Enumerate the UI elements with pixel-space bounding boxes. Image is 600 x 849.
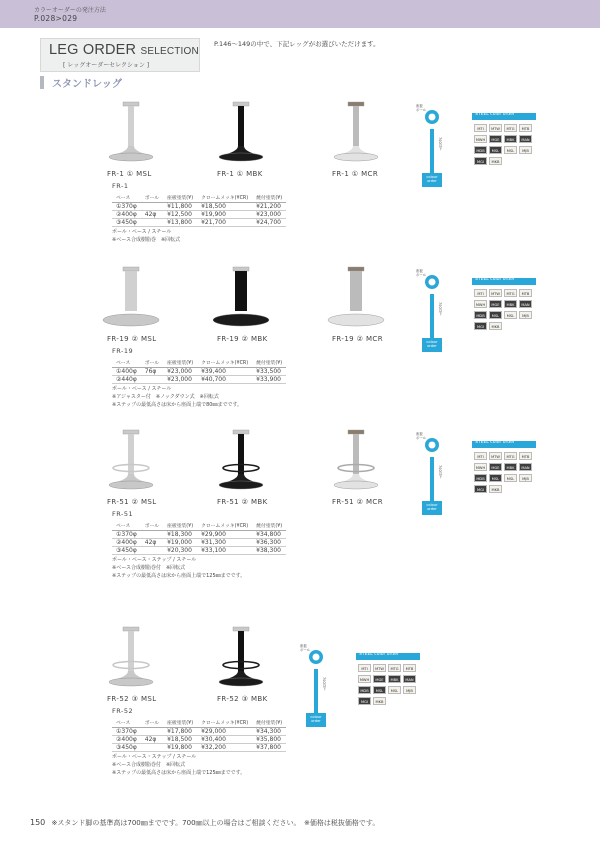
stool-part [334, 481, 378, 489]
color-chip: MTB [403, 664, 416, 672]
stool-part [238, 106, 244, 148]
diagram-shape [429, 279, 436, 286]
notes [112, 229, 286, 245]
header-bar [0, 0, 600, 28]
stool-mbk-image [205, 100, 277, 165]
color-chip: MSL [373, 686, 386, 694]
color-chip: MKB [489, 485, 502, 493]
color-chip: MGI [358, 697, 371, 705]
stool-part [125, 271, 137, 311]
table-row [112, 368, 286, 376]
diagram-shape [430, 457, 434, 501]
table-cell: ¥12,500 [163, 211, 197, 219]
table-cell: ¥39,400 [197, 368, 252, 376]
table-cell [141, 376, 163, 384]
color-chip: MSL [489, 311, 502, 319]
color-order-diagram [414, 105, 539, 199]
color-chip: MTW [489, 124, 502, 132]
table-header: クロームメッキ(¥CR) [197, 521, 252, 531]
price-table [112, 521, 286, 555]
table-row [112, 376, 286, 384]
note-line: ポール・ベース / スチール [112, 229, 172, 235]
table-cell: ¥33,500 [252, 368, 286, 376]
table-row [112, 203, 286, 211]
color-chip: MJB [519, 146, 532, 154]
table-cell: ¥29,900 [197, 531, 252, 539]
color-chip: MWH [474, 135, 487, 143]
stool-part [128, 631, 134, 673]
stool-part [233, 430, 249, 434]
table-header: ポール [141, 718, 163, 728]
table-header: ポール [141, 193, 163, 203]
title-main: LEG ORDER [49, 42, 137, 58]
table-row [112, 736, 286, 744]
stool-mbk-image [205, 428, 277, 493]
table-header: 焼付塗装(¥) [252, 358, 286, 368]
price-block [112, 510, 286, 580]
color-chip: MAN [519, 300, 532, 308]
stool-mcr-image [320, 265, 392, 330]
table-header: 座板塗装(¥) [163, 358, 197, 368]
table-header: 座板塗装(¥) [163, 193, 197, 203]
table-cell: ¥29,000 [197, 728, 252, 736]
diagram-height-label: 700以下 [438, 465, 442, 479]
table-cell: 42φ [141, 736, 163, 744]
table-cell: ②400φ [112, 736, 141, 744]
stool-caption: FR-19 ② MBK [217, 335, 268, 343]
color-order-label: colour order [426, 340, 438, 348]
table-cell [141, 203, 163, 211]
stool-part [128, 434, 134, 476]
diagram-top-label: 座板 ボール [416, 104, 427, 112]
steel-title: STEEL color order [359, 652, 399, 657]
table-header: ベース [112, 521, 141, 531]
page-title [49, 42, 199, 58]
color-chip: MTB [519, 452, 532, 460]
color-chip: MAN [519, 135, 532, 143]
color-chip: MGI [474, 485, 487, 493]
stool-part [123, 267, 139, 271]
table-row [112, 547, 286, 555]
stool-msl-image [95, 265, 167, 330]
model-name: FR-19 [112, 347, 134, 355]
stool-part [123, 627, 139, 631]
table-header: ポール [141, 358, 163, 368]
table-cell: ¥34,800 [252, 531, 286, 539]
model-name: FR-51 [112, 510, 134, 518]
stool-part [128, 106, 134, 148]
color-chip: MDB [474, 146, 487, 154]
table-cell: ③450φ [112, 219, 141, 227]
table-cell: ¥33,900 [252, 376, 286, 384]
steel-title: STEEL color order [475, 277, 515, 282]
table-cell: ¥23,000 [163, 368, 197, 376]
color-chip: MGI [474, 157, 487, 165]
color-chip: MTI [474, 289, 487, 297]
diagram-height-label: 700以下 [438, 137, 442, 151]
stool-caption: FR-1 ① MBK [217, 170, 263, 178]
color-order-label: colour order [426, 175, 438, 183]
color-chip: MKB [373, 697, 386, 705]
stool-part [233, 267, 249, 271]
title-sub: SELECTION [140, 46, 199, 57]
stool-caption: FR-1 ① MCR [332, 170, 379, 178]
color-chip: MTW [489, 452, 502, 460]
stool-msl-image [95, 100, 167, 165]
stool-caption: FR-51 ② MSL [107, 498, 157, 506]
table-cell: ¥34,300 [252, 728, 286, 736]
color-chip: MDB [474, 474, 487, 482]
table-cell: ¥20,300 [163, 547, 197, 555]
stool-part [350, 271, 362, 311]
color-chip: MSL [504, 146, 517, 154]
table-cell [141, 547, 163, 555]
stool-part [348, 430, 364, 434]
color-chip: MTG [504, 289, 517, 297]
color-chip: MTI [474, 452, 487, 460]
table-row [112, 539, 286, 547]
table-header: クロームメッキ(¥CR) [197, 718, 252, 728]
table-header: 焼付塗装(¥) [252, 193, 286, 203]
intro-text: P.146〜149の中で、下記レッグがお選びいただけます。 [214, 40, 380, 48]
color-order-label: colour order [310, 715, 322, 723]
diagram-shape [429, 114, 436, 121]
table-header: ポール [141, 521, 163, 531]
table-cell: ¥23,000 [163, 376, 197, 384]
stool-part [353, 434, 359, 476]
price-block [112, 347, 286, 409]
color-chip: MJB [403, 686, 416, 694]
stool-caption: FR-1 ① MSL [107, 170, 152, 178]
table-cell: ②440φ [112, 376, 141, 384]
stool-msl-image [95, 428, 167, 493]
note-line: ※ステップの最低高さは床から座面上端で80㎜までです。 [112, 401, 243, 408]
table-cell: ③450φ [112, 744, 141, 752]
diagram-top-label: 座板 ボール [416, 432, 427, 440]
table-cell: ①370φ [112, 203, 141, 211]
stool-part [219, 481, 263, 489]
color-chip: MBK [388, 675, 401, 683]
stool-part [213, 314, 269, 326]
page-number: 150 [30, 818, 46, 827]
table-cell: ②400φ [112, 539, 141, 547]
price-table [112, 193, 286, 227]
stool-mcr-image [320, 100, 392, 165]
table-cell: ¥19,000 [163, 539, 197, 547]
stool-part [334, 153, 378, 161]
note-line: ポール・ベース・ステップ / スチール [112, 557, 197, 563]
color-chip: MSL [489, 146, 502, 154]
table-cell: ¥31,300 [197, 539, 252, 547]
notes [112, 557, 286, 580]
color-chip: MSL [388, 686, 401, 694]
section-marker [40, 76, 44, 89]
note-line: ※ステップの最低高さは床から座面上端で125㎜までです。 [112, 769, 246, 776]
color-chip: MSL [504, 474, 517, 482]
color-chip: MGE [489, 135, 502, 143]
stool-part [233, 102, 249, 106]
note-line: ※ベース合成樹脂巻付 ※回転式 [112, 564, 186, 571]
table-cell: ¥24,700 [252, 219, 286, 227]
table-cell: ①370φ [112, 531, 141, 539]
color-chip: MTG [388, 664, 401, 672]
table-cell: ¥18,500 [163, 736, 197, 744]
table-cell: ¥32,200 [197, 744, 252, 752]
color-chip: MTG [504, 452, 517, 460]
note-line: ポール・ベース / スチール [112, 386, 172, 392]
table-cell: ①400φ [112, 368, 141, 376]
table-cell: ¥11,800 [163, 203, 197, 211]
color-chip: MTB [519, 124, 532, 132]
diagram-height-label: 700以下 [438, 302, 442, 316]
color-chip: MGE [489, 463, 502, 471]
color-chip: MJB [519, 311, 532, 319]
diagram-top-label: 座板 ボール [300, 644, 311, 652]
color-chip: MGE [373, 675, 386, 683]
price-block [112, 182, 286, 245]
color-chip: MKB [489, 322, 502, 330]
table-cell: 42φ [141, 539, 163, 547]
color-order-diagram [414, 270, 539, 364]
stool-caption: FR-19 ② MCR [332, 335, 383, 343]
header-pages: P.028>029 [34, 14, 78, 23]
stool-mbk-image [205, 265, 277, 330]
table-cell: ①370φ [112, 728, 141, 736]
stool-part [219, 153, 263, 161]
color-chip: MDB [358, 686, 371, 694]
diagram-height-label: 700以下 [322, 677, 326, 691]
table-cell [141, 744, 163, 752]
table-cell: ¥23,000 [252, 211, 286, 219]
table-cell: ③450φ [112, 547, 141, 555]
table-header: 座板塗装(¥) [163, 521, 197, 531]
stool-caption: FR-52 ③ MSL [107, 695, 157, 703]
notes [112, 754, 286, 777]
stool-part [238, 434, 244, 476]
table-header: ベース [112, 358, 141, 368]
stool-part [109, 153, 153, 161]
table-cell: 76φ [141, 368, 163, 376]
steel-title: STEEL color order [475, 440, 515, 445]
stool-msl-image [95, 625, 167, 690]
diagram-shape [314, 669, 318, 713]
stool-part [109, 678, 153, 686]
color-chip: MTB [519, 289, 532, 297]
stool-mbk-image [205, 625, 277, 690]
stool-part [353, 106, 359, 148]
notes [112, 386, 286, 409]
color-chip: MDB [474, 311, 487, 319]
stool-part [348, 267, 364, 271]
table-cell: ¥30,400 [197, 736, 252, 744]
title-ja: [ レッグオーダーセレクション ] [63, 62, 150, 69]
note-line: ポール・ベース・ステップ / スチール [112, 754, 197, 760]
table-cell: ¥36,300 [252, 539, 286, 547]
table-cell: ¥18,500 [197, 203, 252, 211]
color-chip: MGI [474, 322, 487, 330]
diagram-shape [430, 129, 434, 173]
diagram-shape [313, 654, 320, 661]
color-chip: MBK [504, 463, 517, 471]
table-cell: 42φ [141, 211, 163, 219]
stool-mcr-image [320, 428, 392, 493]
price-block [112, 707, 286, 777]
table-cell: ¥33,100 [197, 547, 252, 555]
table-header: 焼付塗装(¥) [252, 718, 286, 728]
table-row [112, 531, 286, 539]
color-chip: MGE [489, 300, 502, 308]
table-cell: ¥35,800 [252, 736, 286, 744]
color-chip: MKB [489, 157, 502, 165]
table-cell: ¥38,300 [252, 547, 286, 555]
color-chip: MTW [489, 289, 502, 297]
color-chip: MTW [373, 664, 386, 672]
table-header: クロームメッキ(¥CR) [197, 193, 252, 203]
stool-part [109, 481, 153, 489]
color-order-diagram [298, 645, 423, 739]
stool-part [238, 631, 244, 673]
color-chip: MWH [358, 675, 371, 683]
stool-caption: FR-51 ② MBK [217, 498, 268, 506]
color-chip: MWH [474, 463, 487, 471]
header-category: カラーオーダーの発注方法 [34, 7, 106, 14]
table-row [112, 744, 286, 752]
stool-part [123, 102, 139, 106]
footer [30, 818, 379, 828]
color-chip: MSL [504, 311, 517, 319]
table-cell: ¥40,700 [197, 376, 252, 384]
note-line: ※アジャスター付 ※ノックダウン式 ※回転式 [112, 393, 219, 400]
stool-caption: FR-52 ③ MBK [217, 695, 268, 703]
color-chip: MAN [403, 675, 416, 683]
table-cell [141, 219, 163, 227]
stool-part [233, 627, 249, 631]
table-cell [141, 531, 163, 539]
table-header: ベース [112, 718, 141, 728]
stool-part [235, 271, 247, 311]
table-cell: ¥17,800 [163, 728, 197, 736]
stool-part [219, 678, 263, 686]
table-cell: ¥21,200 [252, 203, 286, 211]
note-line: ※ベース合成樹脂巻付 ※回転式 [112, 761, 186, 768]
table-cell: ¥19,800 [163, 744, 197, 752]
price-table [112, 358, 286, 384]
table-cell: ¥19,900 [197, 211, 252, 219]
stool-part [328, 314, 384, 326]
table-cell: ②400φ [112, 211, 141, 219]
stool-caption: FR-19 ② MSL [107, 335, 157, 343]
diagram-top-label: 座板 ボール [416, 269, 427, 277]
model-name: FR-52 [112, 707, 134, 715]
table-cell [141, 728, 163, 736]
steel-title: STEEL color order [475, 112, 515, 117]
table-cell: ¥21,700 [197, 219, 252, 227]
note-line: ※ステップの最低高さは床から座面上端で125㎜までです。 [112, 572, 246, 579]
model-name: FR-1 [112, 182, 129, 190]
table-header: クロームメッキ(¥CR) [197, 358, 252, 368]
footer-note: ※スタンド脚の基準高は700㎜までです。700㎜以上の場合はご相談ください。 ※価格は税抜価格です。 [51, 819, 380, 827]
table-cell: ¥18,300 [163, 531, 197, 539]
color-chip: MJB [519, 474, 532, 482]
table-header: 座板塗装(¥) [163, 718, 197, 728]
table-cell: ¥13,800 [163, 219, 197, 227]
color-chip: MSL [489, 474, 502, 482]
table-cell: ¥37,800 [252, 744, 286, 752]
color-order-label: colour order [426, 503, 438, 511]
diagram-shape [430, 294, 434, 338]
color-chip: MBK [504, 135, 517, 143]
color-chip: MBK [504, 300, 517, 308]
color-chip: MAN [519, 463, 532, 471]
section-title: スタンドレッグ [52, 79, 122, 90]
title-box [40, 38, 200, 72]
table-row [112, 219, 286, 227]
table-header: 焼付塗装(¥) [252, 521, 286, 531]
color-chip: MWH [474, 300, 487, 308]
color-order-diagram [414, 433, 539, 527]
diagram-shape [429, 442, 436, 449]
stool-part [123, 430, 139, 434]
color-chip: MTI [358, 664, 371, 672]
color-chip: MTI [474, 124, 487, 132]
note-line: ※ベース合成樹脂巻 ※回転式 [112, 236, 181, 243]
stool-part [103, 314, 159, 326]
stool-caption: FR-51 ② MCR [332, 498, 383, 506]
price-table [112, 718, 286, 752]
table-header: ベース [112, 193, 141, 203]
color-chip: MTG [504, 124, 517, 132]
stool-part [348, 102, 364, 106]
table-row [112, 728, 286, 736]
table-row [112, 211, 286, 219]
